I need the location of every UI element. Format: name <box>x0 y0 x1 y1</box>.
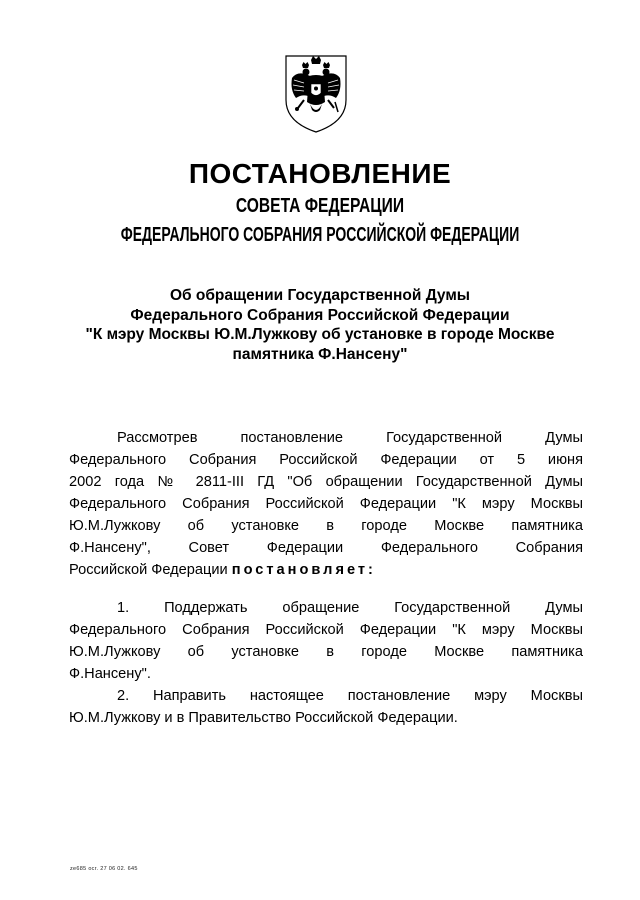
item-line: Ю.М.Лужкову и в Правительство Российской Федерации. <box>69 710 458 726</box>
preamble-line: Российской Федерации <box>69 562 232 578</box>
preamble-line: 2002 года № 2811-III ГД "Об обращении Государственной Думы <box>69 474 583 490</box>
document-subject <box>60 286 580 364</box>
subject-line: Федерального Собрания Российской Федерации <box>130 306 510 324</box>
subject-line: "К мэру Москвы Ю.М.Лужкову об установке в городе Москве <box>85 326 555 343</box>
issuer-line-2: ФЕДЕРАЛЬНОГО СОБРАНИЯ РОССИЙСКОЙ ФЕДЕРАЦИИ <box>120 224 520 246</box>
item-line: Ф.Нансену". <box>69 666 151 682</box>
item-line: Федерального Собрания Российской Федерации "К мэру Москвы <box>69 622 583 638</box>
item-line: 1. Поддержать обращение Государственной Думы <box>117 600 583 616</box>
footer-registry-code: ze685 ocr. 27 06 02. 645 <box>70 866 138 872</box>
preamble-line: Федерального Собрания Российской Федерации "К мэру Москвы <box>69 496 583 512</box>
item-line: Ю.М.Лужкову об установке в городе Москве памятника <box>69 644 583 660</box>
preamble-line: Рассмотрев постановление Государственной Думы <box>117 430 583 446</box>
item-line: 2. Направить настоящее постановление мэру Москвы <box>117 688 583 704</box>
resolution-item-2 <box>69 685 583 729</box>
preamble-line: Ю.М.Лужкову об установке в городе Москве памятника <box>69 518 583 534</box>
preamble-line: Ф.Нансену", Совет Федерации Федерального Собрания <box>69 540 583 556</box>
coat-of-arms-icon <box>280 50 352 136</box>
issuer-line-1: СОВЕТА ФЕДЕРАЦИИ <box>235 195 405 217</box>
preamble-paragraph <box>69 427 583 581</box>
subject-line: Об обращении Государственной Думы <box>169 287 471 304</box>
preamble-last-line <box>69 559 583 581</box>
document-title: ПОСТАНОВЛЕНИЕ <box>188 158 452 189</box>
resolution-item-1 <box>69 597 583 685</box>
preamble-line: Федерального Собрания Российской Федерации от 5 июня <box>69 452 583 468</box>
resolves-word: постановляет: <box>231 562 376 578</box>
subject-line: памятника Ф.Нансену" <box>232 345 408 363</box>
